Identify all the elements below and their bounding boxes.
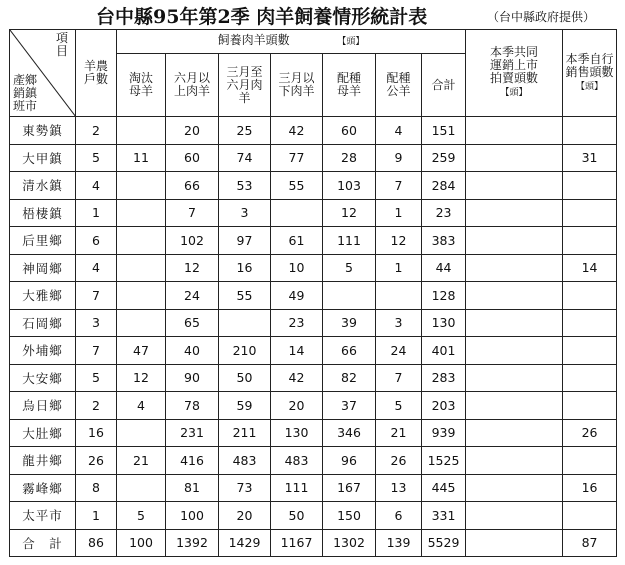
col-header: 六月以上肉羊 xyxy=(166,54,219,117)
table-cell: 42 xyxy=(271,117,323,145)
table-cell: 103 xyxy=(323,172,376,200)
table-cell xyxy=(563,309,617,337)
table-cell xyxy=(117,419,166,447)
table-cell xyxy=(117,474,166,502)
table-cell: 96 xyxy=(323,447,376,475)
row-name-cell: 大肚鄉 xyxy=(10,419,76,447)
table-cell: 416 xyxy=(166,447,219,475)
table-cell xyxy=(466,474,563,502)
table-cell xyxy=(117,309,166,337)
table-cell: 231 xyxy=(166,419,219,447)
table-cell: 1 xyxy=(76,502,117,530)
row-name-cell: 清水鎮 xyxy=(10,172,76,200)
table-cell: 25 xyxy=(219,117,271,145)
table-cell: 16 xyxy=(219,254,271,282)
title-bar xyxy=(0,2,625,28)
table-cell: 100 xyxy=(166,502,219,530)
table-cell: 939 xyxy=(422,419,466,447)
table-cell: 65 xyxy=(166,309,219,337)
table-cell: 31 xyxy=(563,144,617,172)
farm-households-header: 羊農戶數 xyxy=(76,30,117,117)
table-cell: 24 xyxy=(166,282,219,310)
table-cell: 26 xyxy=(376,447,422,475)
table-cell xyxy=(466,309,563,337)
table-cell: 1 xyxy=(376,254,422,282)
table-cell xyxy=(563,227,617,255)
table-cell: 11 xyxy=(117,144,166,172)
table-cell: 97 xyxy=(219,227,271,255)
table-row xyxy=(10,447,617,475)
table-cell xyxy=(466,392,563,420)
table-cell xyxy=(219,309,271,337)
table-cell: 3 xyxy=(376,309,422,337)
row-name-cell: 大雅鄉 xyxy=(10,282,76,310)
table-cell: 16 xyxy=(76,419,117,447)
table-cell: 1429 xyxy=(219,529,271,557)
table-cell xyxy=(563,282,617,310)
table-cell: 1525 xyxy=(422,447,466,475)
table-cell: 111 xyxy=(271,474,323,502)
table-cell xyxy=(563,199,617,227)
row-name-cell: 石岡鄉 xyxy=(10,309,76,337)
table-cell xyxy=(466,419,563,447)
table-row xyxy=(10,144,617,172)
table-cell: 7 xyxy=(76,282,117,310)
table-cell xyxy=(466,502,563,530)
corner-header-cell xyxy=(10,30,76,117)
table-cell: 87 xyxy=(563,529,617,557)
table-cell: 50 xyxy=(271,502,323,530)
table-cell: 483 xyxy=(219,447,271,475)
corner-top-label: 項目 xyxy=(55,31,68,58)
table-cell xyxy=(563,364,617,392)
col-header: 配種公羊 xyxy=(376,54,422,117)
table-cell: 102 xyxy=(166,227,219,255)
table-cell: 167 xyxy=(323,474,376,502)
table-cell xyxy=(466,254,563,282)
table-row xyxy=(10,337,617,365)
table-cell: 6 xyxy=(376,502,422,530)
table-cell xyxy=(117,172,166,200)
table-cell: 111 xyxy=(323,227,376,255)
table-cell: 5 xyxy=(376,392,422,420)
table-cell: 7 xyxy=(376,364,422,392)
auction-header: 本季共同運銷上市拍賣頭數 【頭】 xyxy=(466,30,563,117)
table-cell: 61 xyxy=(271,227,323,255)
table-cell: 14 xyxy=(563,254,617,282)
table-row xyxy=(10,172,617,200)
col-header: 合計 xyxy=(422,54,466,117)
row-name-cell: 大安鄉 xyxy=(10,364,76,392)
table-cell: 55 xyxy=(271,172,323,200)
table-row xyxy=(10,392,617,420)
table-cell: 5 xyxy=(117,502,166,530)
table-cell: 12 xyxy=(323,199,376,227)
table-cell: 82 xyxy=(323,364,376,392)
table-cell: 77 xyxy=(271,144,323,172)
table-cell: 2 xyxy=(76,117,117,145)
table-cell xyxy=(117,282,166,310)
table-cell: 7 xyxy=(376,172,422,200)
table-cell xyxy=(466,282,563,310)
row-name-cell: 烏日鄉 xyxy=(10,392,76,420)
table-cell: 5529 xyxy=(422,529,466,557)
table-cell: 53 xyxy=(219,172,271,200)
col-header: 三月以下肉羊 xyxy=(271,54,323,117)
table-cell: 1167 xyxy=(271,529,323,557)
table-cell: 23 xyxy=(271,309,323,337)
table-cell xyxy=(466,337,563,365)
table-cell xyxy=(563,117,617,145)
table-row xyxy=(10,199,617,227)
table-cell: 12 xyxy=(166,254,219,282)
table-cell: 203 xyxy=(422,392,466,420)
table-cell: 37 xyxy=(323,392,376,420)
table-cell xyxy=(466,227,563,255)
table-cell: 346 xyxy=(323,419,376,447)
table-cell xyxy=(466,199,563,227)
table-cell: 78 xyxy=(166,392,219,420)
table-cell xyxy=(563,172,617,200)
table-cell: 44 xyxy=(422,254,466,282)
table-cell: 20 xyxy=(271,392,323,420)
table-cell xyxy=(563,337,617,365)
table-cell: 47 xyxy=(117,337,166,365)
table-cell: 16 xyxy=(563,474,617,502)
table-cell xyxy=(466,529,563,557)
table-cell: 1302 xyxy=(323,529,376,557)
table-cell: 259 xyxy=(422,144,466,172)
table-cell: 3 xyxy=(219,199,271,227)
source-note: （台中縣政府提供） xyxy=(486,10,595,24)
table-cell: 60 xyxy=(323,117,376,145)
page-title: 台中縣95年第2季 肉羊飼養情形統計表 xyxy=(96,6,428,28)
table-cell: 1 xyxy=(376,199,422,227)
table-cell: 445 xyxy=(422,474,466,502)
row-name-cell: 外埔鄉 xyxy=(10,337,76,365)
table-cell: 4 xyxy=(76,254,117,282)
table-cell: 10 xyxy=(271,254,323,282)
table-cell: 2 xyxy=(76,392,117,420)
table-cell: 100 xyxy=(117,529,166,557)
row-name-cell: 東勢鎮 xyxy=(10,117,76,145)
table-cell: 1 xyxy=(76,199,117,227)
table-row xyxy=(10,419,617,447)
table-cell: 283 xyxy=(422,364,466,392)
table-cell: 3 xyxy=(76,309,117,337)
table-cell: 4 xyxy=(376,117,422,145)
table-cell: 24 xyxy=(376,337,422,365)
table-cell: 211 xyxy=(219,419,271,447)
table-cell xyxy=(376,282,422,310)
table-cell xyxy=(466,117,563,145)
row-name-cell: 梧棲鎮 xyxy=(10,199,76,227)
table-cell: 13 xyxy=(376,474,422,502)
table-cell xyxy=(466,144,563,172)
group-label: 飼養肉羊頭數 xyxy=(217,33,290,47)
table-cell: 150 xyxy=(323,502,376,530)
table-row xyxy=(10,254,617,282)
table-cell: 60 xyxy=(166,144,219,172)
table-cell xyxy=(117,199,166,227)
table-cell: 81 xyxy=(166,474,219,502)
table-cell: 50 xyxy=(219,364,271,392)
statistics-table xyxy=(9,29,617,557)
table-cell: 12 xyxy=(376,227,422,255)
table-cell: 1392 xyxy=(166,529,219,557)
table-cell: 21 xyxy=(117,447,166,475)
table-cell xyxy=(117,227,166,255)
table-cell xyxy=(271,199,323,227)
row-name-cell: 霧峰鄉 xyxy=(10,474,76,502)
table-row xyxy=(10,529,617,557)
table-cell: 73 xyxy=(219,474,271,502)
self-sale-header: 本季自行銷售頭數 【頭】 xyxy=(563,30,617,117)
table-cell xyxy=(466,364,563,392)
table-cell: 66 xyxy=(323,337,376,365)
table-cell: 151 xyxy=(422,117,466,145)
table-cell: 90 xyxy=(166,364,219,392)
table-cell: 210 xyxy=(219,337,271,365)
group-unit: 【頭】 xyxy=(337,37,365,47)
table-cell: 26 xyxy=(563,419,617,447)
table-cell xyxy=(323,282,376,310)
table-cell: 483 xyxy=(271,447,323,475)
row-name-cell: 神岡鄉 xyxy=(10,254,76,282)
table-cell: 55 xyxy=(219,282,271,310)
table-cell: 130 xyxy=(271,419,323,447)
table-cell: 86 xyxy=(76,529,117,557)
table-cell: 40 xyxy=(166,337,219,365)
table-cell: 128 xyxy=(422,282,466,310)
table-cell: 5 xyxy=(323,254,376,282)
table-cell: 130 xyxy=(422,309,466,337)
row-name-cell: 合 計 xyxy=(10,529,76,557)
table-cell: 66 xyxy=(166,172,219,200)
table-cell: 331 xyxy=(422,502,466,530)
table-cell xyxy=(466,172,563,200)
table-cell: 39 xyxy=(323,309,376,337)
table-cell: 4 xyxy=(117,392,166,420)
table-cell xyxy=(117,117,166,145)
row-name-cell: 龍井鄉 xyxy=(10,447,76,475)
table-cell: 12 xyxy=(117,364,166,392)
table-row xyxy=(10,502,617,530)
table-cell: 21 xyxy=(376,419,422,447)
table-cell: 7 xyxy=(76,337,117,365)
table-cell: 4 xyxy=(76,172,117,200)
row-name-cell: 大甲鎮 xyxy=(10,144,76,172)
table-cell xyxy=(466,447,563,475)
table-cell: 5 xyxy=(76,364,117,392)
table-cell: 9 xyxy=(376,144,422,172)
table-body xyxy=(10,117,617,557)
table-cell: 383 xyxy=(422,227,466,255)
table-row xyxy=(10,227,617,255)
table-row xyxy=(10,282,617,310)
table-cell: 284 xyxy=(422,172,466,200)
table-cell: 139 xyxy=(376,529,422,557)
table-cell: 28 xyxy=(323,144,376,172)
table-row xyxy=(10,309,617,337)
table-row xyxy=(10,474,617,502)
table-cell xyxy=(563,392,617,420)
table-cell: 7 xyxy=(166,199,219,227)
table-cell xyxy=(563,447,617,475)
row-name-cell: 太平市 xyxy=(10,502,76,530)
table-row xyxy=(10,364,617,392)
col-header: 淘汰母羊 xyxy=(117,54,166,117)
table-cell: 23 xyxy=(422,199,466,227)
corner-bottom-label: 產鄉銷鎮班市 xyxy=(13,73,38,113)
table-cell: 26 xyxy=(76,447,117,475)
table-cell: 74 xyxy=(219,144,271,172)
table-cell: 6 xyxy=(76,227,117,255)
table-cell: 20 xyxy=(166,117,219,145)
table-cell xyxy=(563,502,617,530)
group-header xyxy=(117,30,466,54)
table-cell: 401 xyxy=(422,337,466,365)
table-cell: 14 xyxy=(271,337,323,365)
table-cell: 59 xyxy=(219,392,271,420)
table-cell: 20 xyxy=(219,502,271,530)
table-cell xyxy=(117,254,166,282)
table-cell: 49 xyxy=(271,282,323,310)
table-row xyxy=(10,117,617,145)
row-name-cell: 后里鄉 xyxy=(10,227,76,255)
table-cell: 8 xyxy=(76,474,117,502)
table-cell: 5 xyxy=(76,144,117,172)
col-header: 配種母羊 xyxy=(323,54,376,117)
table-cell: 42 xyxy=(271,364,323,392)
col-header: 三月至六月肉羊 xyxy=(219,54,271,117)
